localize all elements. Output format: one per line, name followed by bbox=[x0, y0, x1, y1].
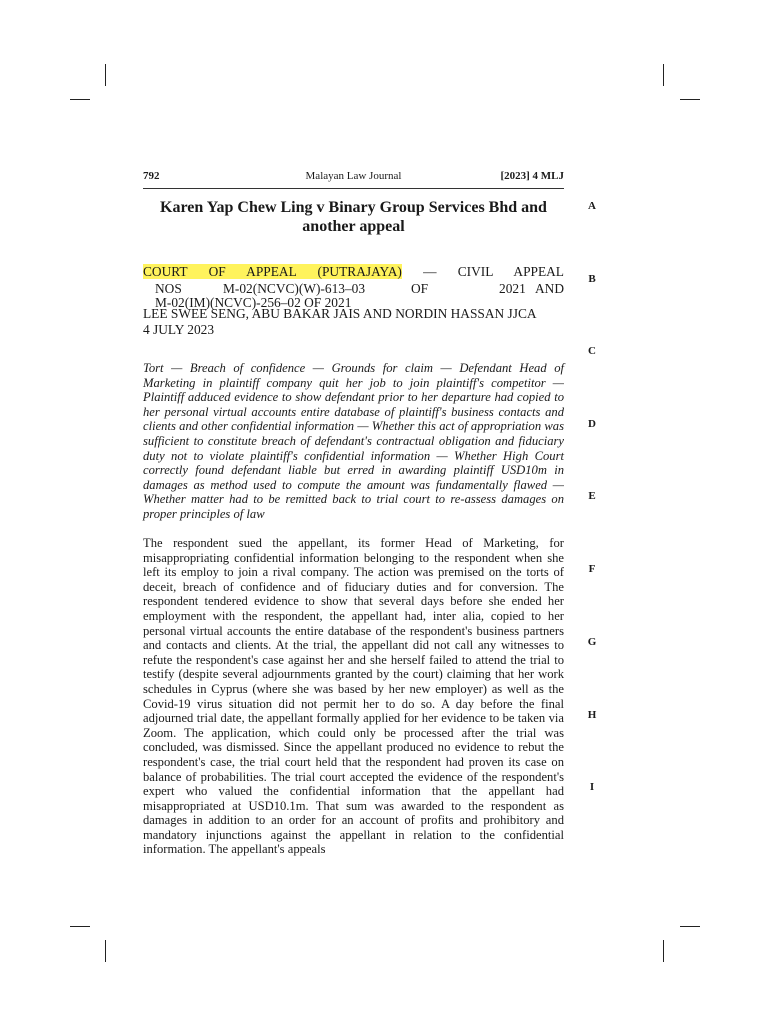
crop-mark-bottom-left-vertical bbox=[105, 940, 106, 962]
judges-line: LEE SWEE SENG, ABU BAKAR JAIS AND NORDIN HASSAN JJCA bbox=[143, 306, 537, 321]
headnote-paragraph: The respondent sued the appellant, its former Head of Marketing, for misappropriating confidential information belonging to the respondent when she left its employ to join a rival company. The action was premised on the torts of deceit, breach of confidence and of fiduciary duties and for conversion. The respondent tendered evidence to show that several days before she ended her employment with the respondent, the appellant had, inter alia, copied to her personal virtual accounts the entire database of the respondent's business partners and contacts and clients. At the trial, the appellant did not call any witnesses to refute the respondent's case against her and she herself failed to attend the trial to testify (despite several adjournments granted by the court) claiming that her work schedules in Cyprus (where she was based by her new employer) as well as the Covid-19 virus situation did not permit her to do so. A day before the final adjourned trial date, the appellant formally applied for her evidence to be taken via Zoom. The application, which could only be processed after the trial was concluded, was dismissed. Since the appellant produced no evidence to rebut the respondent's case, the trial court held that the respondent had proven its case on balance of probabilities. The trial court accepted the evidence of the respondent's expert who valued the confidential information that the appellant had misappropriated at USD10.1m. That sum was awarded to the respondent as damages in addition to an order for an account of profits and prohibitory and mandatory injunctions against the appellant in relation to the confidential information. The appellant's appeals bbox=[143, 536, 564, 857]
crop-mark-top-right-horizontal bbox=[680, 99, 700, 100]
crop-mark-top-left-horizontal bbox=[70, 99, 90, 100]
margin-letter-b: B bbox=[588, 273, 596, 285]
crop-mark-top-left-vertical bbox=[105, 64, 106, 86]
page-number: 792 bbox=[143, 170, 160, 182]
court-line bbox=[143, 264, 564, 279]
margin-letter-d: D bbox=[588, 418, 596, 430]
appeal-number-1: M-02(NCVC)(W)-613–03 bbox=[223, 281, 366, 296]
appeal-number-2: M-02(IM)(NCVC)-256–02 OF 2021 bbox=[155, 295, 352, 310]
crop-mark-bottom-right-vertical bbox=[663, 940, 664, 962]
margin-letter-c: C bbox=[588, 345, 596, 357]
margin-letter-f: F bbox=[588, 563, 596, 575]
crop-mark-bottom-right-horizontal bbox=[680, 926, 700, 927]
header-rule bbox=[143, 188, 564, 189]
judgment-date: 4 JULY 2023 bbox=[143, 322, 215, 337]
nos-label: NOS bbox=[155, 281, 182, 296]
catchwords: Tort — Breach of confidence — Grounds for claim — Defendant Head of Marketing in plaintiff company quit her job to join plaintiff's competitor — Plaintiff adduced evidence to show defendant prior to her departure had copied to her personal virtual accounts entire database of plaintiff's business contacts and clients and other confidential information — Whether this act of appropriation was sufficient to constitute breach of defendant's contractual obligation and fiduciary duty not to violate plaintiff's confidential information — Whether High Court correctly found defendant liable but erred in awarding plaintiff USD10m in damages as method used to compute the amount was fundamentally flawed — Whether matter had to be remitted back to trial court to re-assess damages on proper principles of law bbox=[143, 361, 564, 521]
margin-letter-i: I bbox=[589, 781, 595, 793]
appeal-year: 2021 bbox=[499, 281, 526, 296]
court-appeal-type: — CIVIL APPEAL bbox=[401, 264, 564, 279]
appeal-and: AND bbox=[534, 281, 564, 296]
court-name-highlight: COURT OF APPEAL (PUTRAJAYA) bbox=[143, 264, 402, 279]
margin-letter-a: A bbox=[588, 200, 596, 212]
appeal-of: OF bbox=[411, 281, 429, 296]
crop-mark-bottom-left-horizontal bbox=[70, 926, 90, 927]
margin-letter-g: G bbox=[587, 636, 597, 648]
crop-mark-top-right-vertical bbox=[663, 64, 664, 86]
running-header bbox=[143, 170, 564, 188]
journal-name: Malayan Law Journal bbox=[305, 170, 402, 182]
margin-letter-e: E bbox=[588, 490, 596, 502]
journal-citation: [2023] 4 MLJ bbox=[500, 170, 564, 182]
margin-letter-h: H bbox=[587, 709, 597, 721]
case-title: Karen Yap Chew Ling v Binary Group Services Bhd and another appeal bbox=[160, 199, 547, 235]
